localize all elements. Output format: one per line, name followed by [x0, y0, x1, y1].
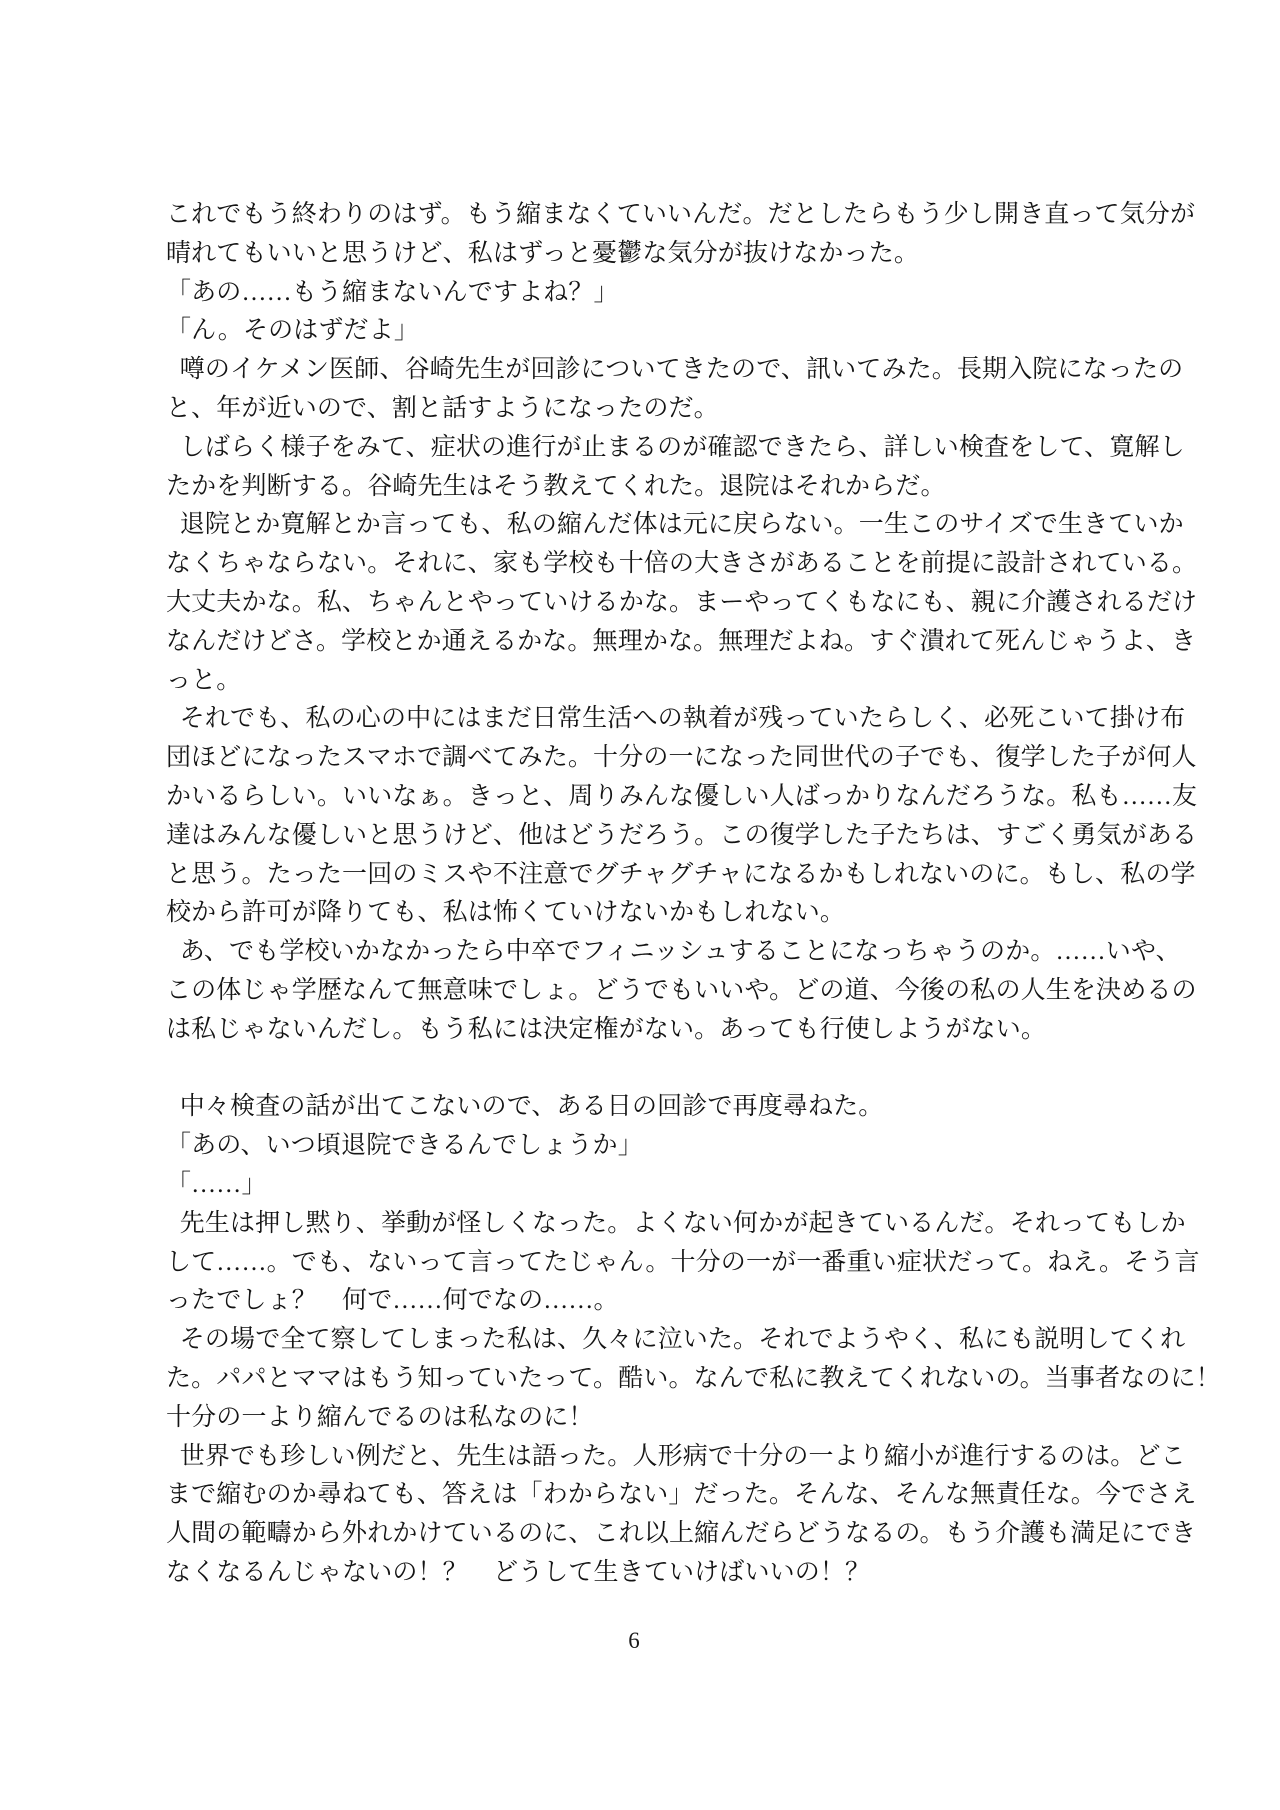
text-line: っと。 [166, 666, 242, 694]
text-line [166, 1050, 1102, 1089]
text-line: 「あの、いつ頃退院できるんでしょうか」 [166, 1132, 643, 1160]
text-line: まで縮むのか尋ねても、答えは「わからない」だった。そんな、そんな無責任な。今でさえ [166, 1481, 1197, 1509]
text-line: 噂のイケメン医師、谷崎先生が回診についてきたので、訊いてみた。長期入院になったの [179, 356, 1184, 384]
text-line: は私じゃないんだし。もう私には決定権がない。あっても行使しようがない。 [166, 1015, 1047, 1043]
text-line: 達はみんな優しいと思うけど、他はどうだろう。この復学した子たちは、すごく勇気がある [166, 821, 1198, 849]
text-line: なくなるんじゃないの！？ どうして生きていけばいいの！？ [166, 1558, 871, 1586]
text-line: 「あの……もう縮まないんですよね？」 [166, 278, 619, 306]
text-line: と思う。たった一回のミスや不注意でグチャグチャになるかもしれないのに。もし、私の学 [166, 860, 1196, 888]
text-line: ったでしょ？ 何で……何でなの……。 [166, 1287, 619, 1315]
text-line: あ、でも学校いかなかったら中卒でフィニッシュすることになっちゃうのか。……いや、 [179, 938, 1181, 966]
text-line: 大丈夫かな。私、ちゃんとやっていけるかな。まーやってくもなにも、親に介護されるだけ [166, 588, 1198, 616]
text-line: なんだけどさ。学校とか通えるかな。無理かな。無理だよね。すぐ潰れて死んじゃうよ、き [166, 627, 1197, 655]
text-line: 「ん。そのはずだよ」 [166, 317, 420, 345]
text-line: 校から許可が降りても、私は怖くていけないかもしれない。 [166, 899, 846, 927]
text-line: して……。でも、ないって言ってたじゃん。十分の一が一番重い症状だって。ねえ。そう言 [166, 1248, 1200, 1276]
text-line: 世界でも珍しい例だと、先生は語った。人形病で十分の一より縮小が進行するのは。どこ [179, 1442, 1186, 1470]
text-line: 退院とか寛解とか言っても、私の縮んだ体は元に戻らない。一生このサイズで生きていか [179, 511, 1184, 539]
text-line: たかを判断する。谷崎先生はそう教えてくれた。退院はそれからだ。 [166, 472, 946, 500]
text-line: 十分の一より縮んでるのは私なのに！ [166, 1403, 594, 1431]
text-line: その場で全て察してしまった私は、久々に泣いた。それでようやく、私にも説明してくれ [179, 1326, 1186, 1354]
text-line: 人間の範疇から外れかけているのに、これ以上縮んだらどうなるの。もう介護も満足にでき [166, 1520, 1197, 1548]
text-line: た。パパとママはもう知っていたって。酷い。なんで私に教えてくれないの。当事者なのに！ [166, 1364, 1221, 1392]
text-line: 先生は押し黙り、挙動が怪しくなった。よくない何かが起きているんだ。それってもしか [179, 1209, 1186, 1237]
text-line: これでもう終わりのはず。もう縮まなくていいんだ。だとしたらもう少し開き直って気分が [166, 201, 1196, 228]
page-number: 6 [628, 1628, 640, 1653]
text-line: 団ほどになったスマホで調べてみた。十分の一になった同世代の子でも、復学した子が何人 [166, 744, 1197, 772]
text-line: それでも、私の心の中にはまだ日常生活への執着が残っていたらしく、必死こいて掛け布 [179, 705, 1186, 733]
text-line: この体じゃ学歴なんて無意味でしょ。どうでもいいや。どの道、今後の私の人生を決めるの [166, 976, 1197, 1004]
text-line: なくちゃならない。それに、家も学校も十倍の大きさがあることを前提に設計されている。 [166, 550, 1198, 578]
text-line: と、年が近いので、割と話すようになったのだ。 [166, 394, 719, 422]
body-text [166, 196, 1221, 1593]
text-line: 「……」 [166, 1170, 267, 1198]
text-line: 晴れてもいいと思うけど、私はずっと憂鬱な気分が抜けなかった。 [166, 239, 920, 267]
text-line: かいるらしい。いいなぁ。きっと、周りみんな優しい人ばっかりなんだろうな。私も……友 [166, 782, 1198, 810]
text-line: しばらく様子をみて、症状の進行が止まるのが確認できたら、詳しい検査をして、寛解し [179, 433, 1185, 461]
text-line: 中々検査の話が出てこないので、ある日の回診で再度尋ねた。 [179, 1093, 884, 1121]
